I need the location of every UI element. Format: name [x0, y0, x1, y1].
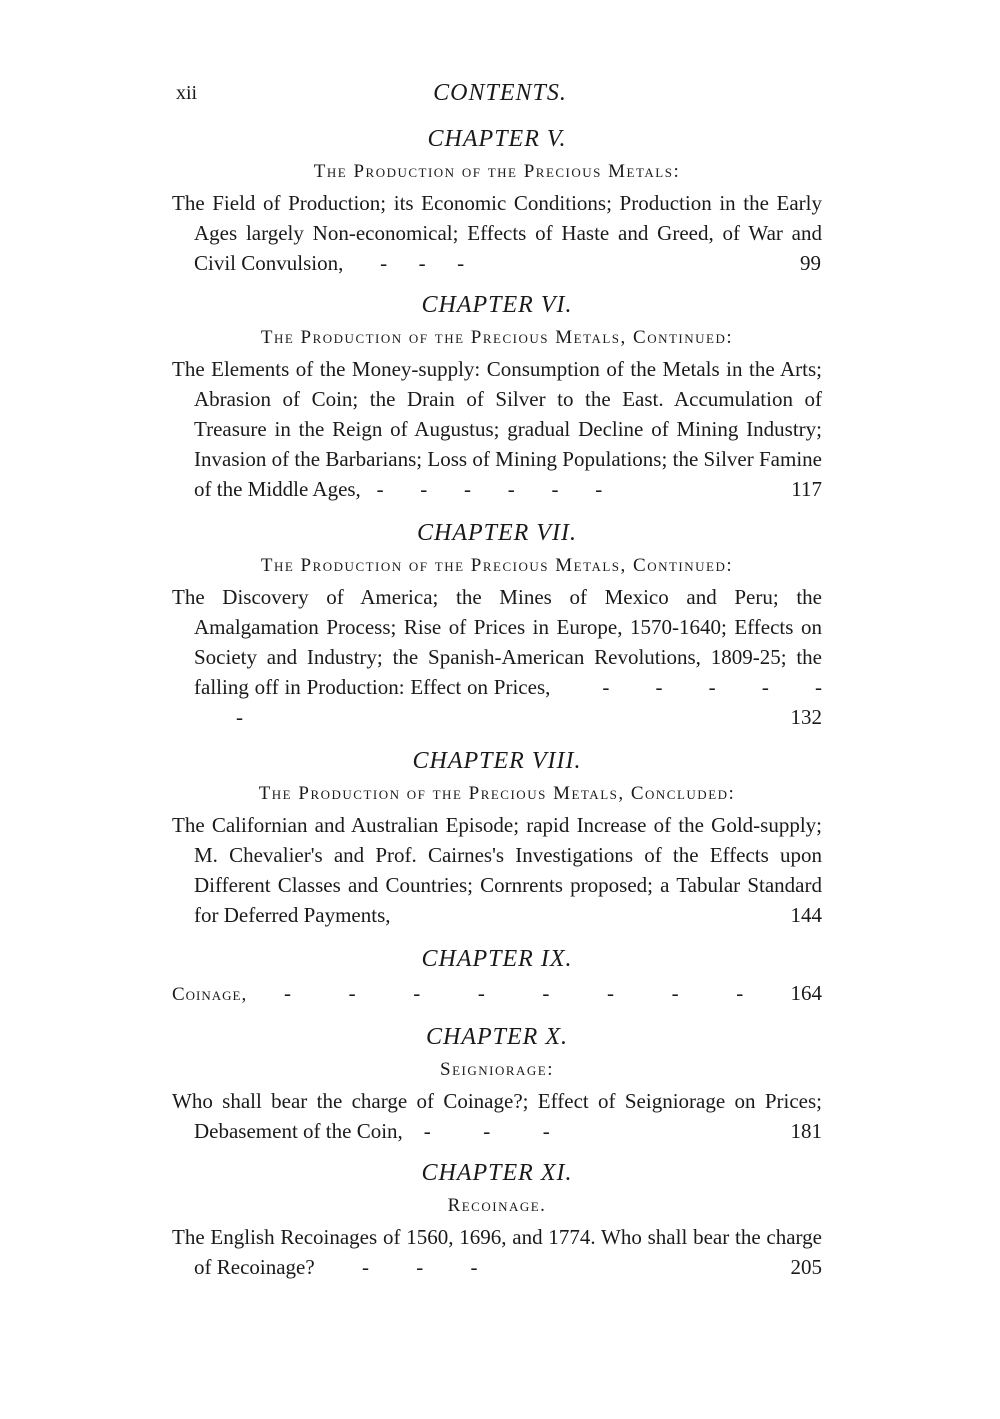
dot-leaders: - - - - - -: [366, 477, 603, 501]
chapter-summary: The Field of Production; its Economic Conditions; Production in the Early Ages largely Non-economical; Effects of Haste and Greed, of War and Civil Convulsion,: [172, 191, 822, 275]
chapter-entry: [172, 582, 822, 732]
contents-list: [172, 124, 822, 1282]
chapter-subtitle: The Production of the Precious Metals, Continued:: [260, 327, 734, 348]
chapter-subtitle: Seigniorage:: [440, 1059, 554, 1080]
chapter-viii: [172, 746, 822, 930]
chapter-summary: Coinage,: [172, 984, 248, 1005]
chapter-subtitle: The Production of the Precious Metals, Continued:: [260, 555, 734, 576]
chapter-entry: [172, 978, 822, 1010]
chapter-entry: [172, 1086, 822, 1146]
chapter-subtitle: Recoinage.: [447, 1195, 547, 1216]
chapter-heading: CHAPTER VII.: [417, 520, 577, 546]
chapter-page: 181: [790, 1119, 822, 1143]
chapter-summary: The Discovery of America; the Mines of Mexico and Peru; the Amalgamation Process; Rise of Prices in Europe, 1570-1640; Effects on Society and Industry; the Spanish-American Revolutions, 1809-25; the falling off in Production: Effect on Prices,: [172, 585, 822, 699]
dot-leaders: - - -: [319, 1255, 478, 1279]
chapter-heading: CHAPTER IX.: [421, 946, 573, 972]
chapter-entry: The Field of Production; its Economic Conditions; Production in the Early Ages largely Non-economical; Effects of Haste and Greed, of War and Civil Convulsion, - - - 99: [172, 191, 822, 275]
chapter-summary: Who shall bear the charge of Coinage?; Effect of Seigniorage on Prices; Debasement of the Coin,: [172, 1089, 822, 1143]
chapter-ix: [172, 944, 822, 1010]
chapter-entry: [172, 810, 822, 930]
chapter-heading: CHAPTER X.: [426, 1024, 568, 1050]
chapter-page: 132: [790, 705, 822, 729]
chapter-entry: [172, 354, 822, 504]
chapter-page: 144: [790, 903, 822, 927]
dot-leaders: - - -: [348, 251, 486, 275]
chapter-heading: CHAPTER VI.: [421, 292, 573, 318]
page-number: xii: [176, 82, 198, 104]
chapter-x: [172, 1022, 822, 1146]
chapter-subtitle: The Production of the Precious Metals:: [313, 161, 681, 182]
dot-leaders: - - -: [408, 1119, 550, 1143]
chapter-vii: [172, 518, 822, 732]
chapter-page: 164: [790, 981, 822, 1005]
dot-leaders: - - - - - - - -: [284, 981, 744, 1005]
chapter-page: 205: [790, 1255, 822, 1279]
running-title: CONTENTS.: [433, 80, 567, 106]
chapter-summary: The Elements of the Money-supply: Consumption of the Metals in the Arts; Abrasion of Coin; the Drain of Silver to the East. Accumulation of Treasure in the Reign of Augustus; gradual Decline of Mining Industry; Invasion of the Barbarians; Loss of Mining Populations; the Silver Famine of the Middle Ages,: [172, 357, 822, 501]
chapter-page: 117: [791, 477, 822, 501]
chapter-v: [172, 124, 822, 278]
chapter-entry: [172, 1222, 822, 1282]
chapter-summary: The Californian and Australian Episode; rapid Increase of the Gold-supply; M. Chevalier's and Prof. Cairnes's Investigations of the Effects upon Different Classes and Countries; Cornrents proposed; a Tabular Standard for Deferred Payments,: [172, 813, 822, 927]
chapter-vi: [172, 290, 822, 504]
dot-leaders: - - - - - -: [194, 675, 822, 729]
chapter-summary: The English Recoinages of 1560, 1696, and 1774. Who shall bear the charge of Recoinage?: [172, 1225, 822, 1279]
chapter-subtitle: The Production of the Precious Metals, Concluded:: [258, 783, 736, 804]
chapter-heading: CHAPTER XI.: [421, 1160, 573, 1186]
chapter-xi: [172, 1158, 822, 1282]
chapter-heading: CHAPTER V.: [427, 126, 567, 152]
chapter-heading: CHAPTER VIII.: [412, 748, 582, 774]
